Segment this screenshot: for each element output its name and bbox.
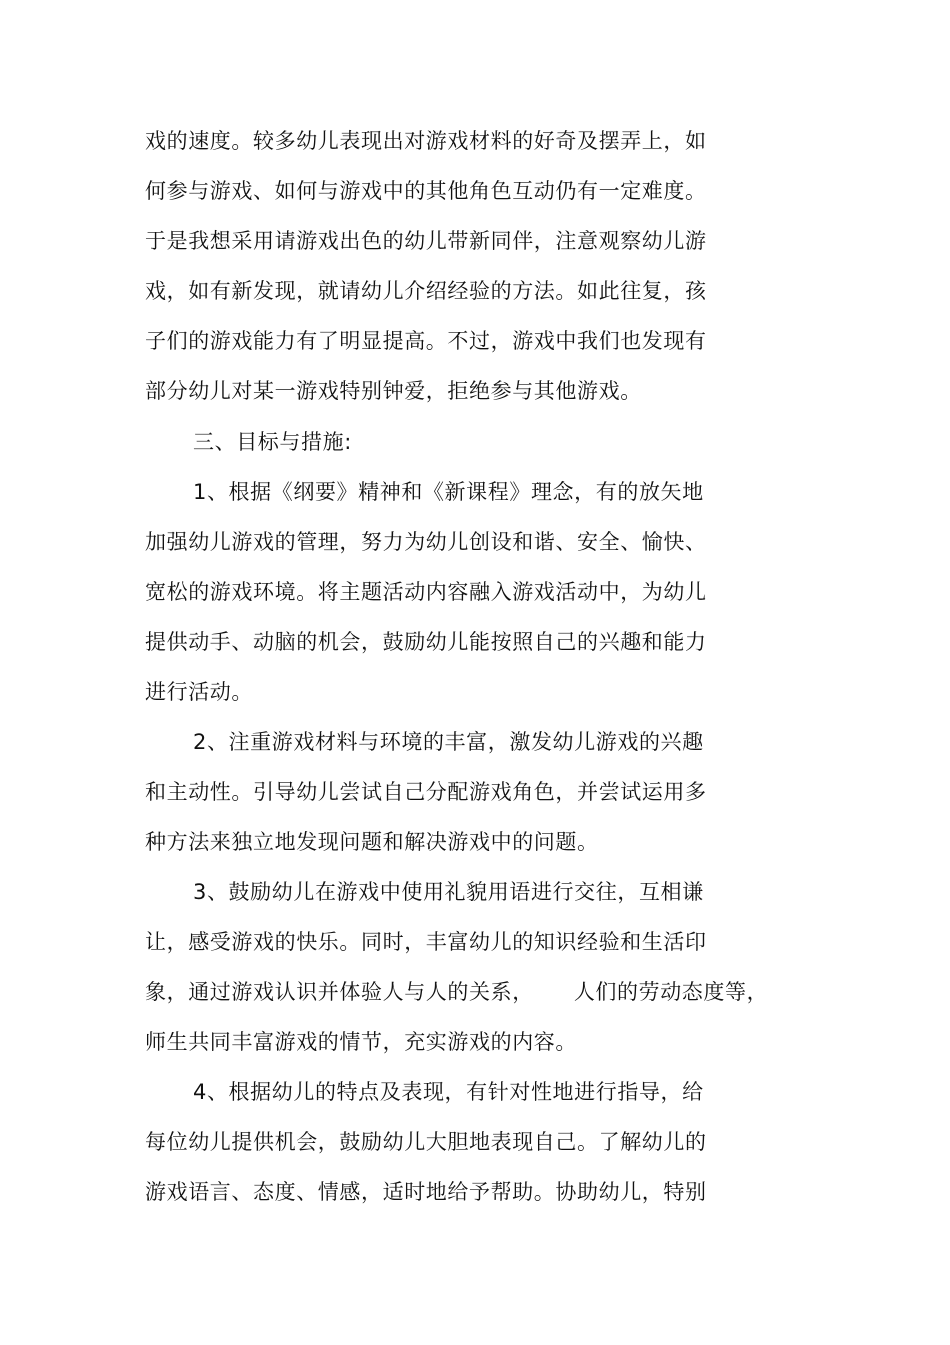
text-line: 戏的速度。较多幼儿表现出对游戏材料的好奇及摆弄上，如: [145, 129, 707, 153]
text-line: 提供动手、动脑的机会，鼓励幼儿能按照自己的兴趣和能力: [145, 630, 707, 654]
text-line: 和主动性。引导幼儿尝试自己分配游戏角色，并尝试运用多: [145, 780, 707, 804]
text-line: 进行活动。: [145, 680, 253, 704]
text-line: [145, 977, 768, 1007]
text-line: 师生共同丰富游戏的情节，充实游戏的内容。: [145, 1030, 577, 1054]
text-line: 3、鼓励幼儿在游戏中使用礼貌用语进行交往，互相谦: [193, 880, 704, 904]
text-line: 2、注重游戏材料与环境的丰富，激发幼儿游戏的兴趣: [193, 730, 704, 754]
text-line: 于是我想采用请游戏出色的幼儿带新同伴，注意观察幼儿游: [145, 229, 707, 253]
text-line: 宽松的游戏环境。将主题活动内容融入游戏活动中，为幼儿: [145, 580, 707, 604]
text-line: 1、根据《纲要》精神和《新课程》理念，有的放矢地: [193, 480, 704, 504]
text-line: 子们的游戏能力有了明显提高。不过，游戏中我们也发现有: [145, 329, 707, 353]
text-line: 戏，如有新发现，就请幼儿介绍经验的方法。如此往复，孩: [145, 279, 707, 303]
text-line: 每位幼儿提供机会，鼓励幼儿大胆地表现自己。了解幼儿的: [145, 1130, 707, 1154]
text-line: 何参与游戏、如何与游戏中的其他角色互动仍有一定难度。: [145, 179, 707, 203]
text-line: 加强幼儿游戏的管理，努力为幼儿创设和谐、安全、愉快、: [145, 530, 707, 554]
text-line: 让，感受游戏的快乐。同时，丰富幼儿的知识经验和生活印: [145, 930, 707, 954]
text-line: 部分幼儿对某一游戏特别钟爱，拒绝参与其他游戏。: [145, 379, 642, 403]
section-heading: 三、目标与措施:: [193, 430, 352, 454]
text-line: 游戏语言、态度、情感，适时地给予帮助。协助幼儿，特别: [145, 1180, 707, 1204]
text-line: 种方法来独立地发现问题和解决游戏中的问题。: [145, 830, 599, 854]
text-segment: 象，通过游戏认识并体验人与人的关系，: [145, 980, 534, 1004]
text-segment: 人们的劳动态度等，: [573, 980, 769, 1004]
text-line: 4、根据幼儿的特点及表现，有针对性地进行指导，给: [193, 1080, 704, 1104]
